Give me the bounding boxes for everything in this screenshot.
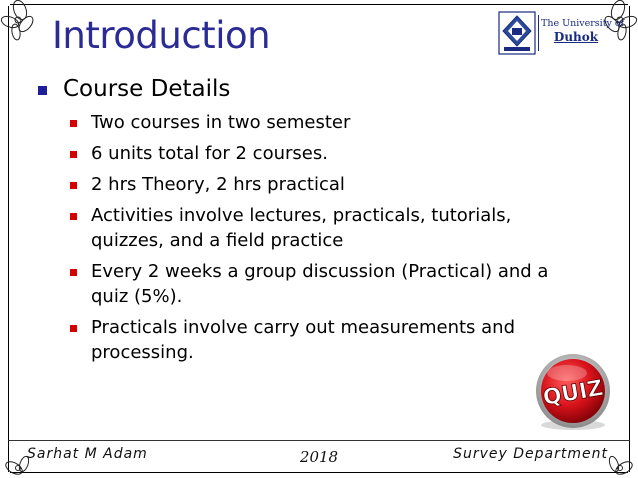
frame-right-line <box>629 6 630 472</box>
square-bullet-icon <box>70 182 77 189</box>
list-item-text: Activities involve lectures, practicals, tutorials, quizzes, and a field practice <box>91 205 512 251</box>
slide-title: Introduction <box>52 14 271 57</box>
logo-divider <box>538 15 539 51</box>
section-heading: Course Details <box>63 76 231 102</box>
square-bullet-icon <box>70 269 77 276</box>
quiz-badge-icon <box>531 353 615 433</box>
square-bullet-icon <box>70 151 77 158</box>
logo-line-1: The University of <box>541 18 625 29</box>
footer-year: 2018 <box>299 448 339 466</box>
square-bullet-icon <box>70 120 77 127</box>
square-bullet-icon <box>70 213 77 220</box>
footer-author: Sarhat M Adam <box>27 446 148 462</box>
logo-text <box>541 17 625 45</box>
frame-top-line <box>10 4 628 5</box>
square-bullet-icon <box>70 325 77 332</box>
list-item-text: 6 units total for 2 courses. <box>91 143 328 164</box>
corner-flower-top-left-icon <box>0 0 46 46</box>
logo-line-2: Duhok <box>553 30 599 44</box>
list-item-text: 2 hrs Theory, 2 hrs practical <box>91 174 345 195</box>
university-seal-icon <box>498 11 536 55</box>
frame-left-line <box>8 6 9 472</box>
footer-department: Survey Department <box>453 446 608 462</box>
frame-bottom-line <box>10 472 628 473</box>
footer-divider <box>8 440 630 441</box>
quiz-badge-text: QUIZ <box>541 375 606 412</box>
university-logo <box>498 11 625 55</box>
list-item-text: Practicals involve carry out measurements and processing. <box>91 317 516 363</box>
square-bullet-icon <box>38 86 47 95</box>
list-item-text: Every 2 weeks a group discussion (Practical) and a quiz (5%). <box>91 261 549 307</box>
list-item-text: Two courses in two semester <box>91 112 351 133</box>
